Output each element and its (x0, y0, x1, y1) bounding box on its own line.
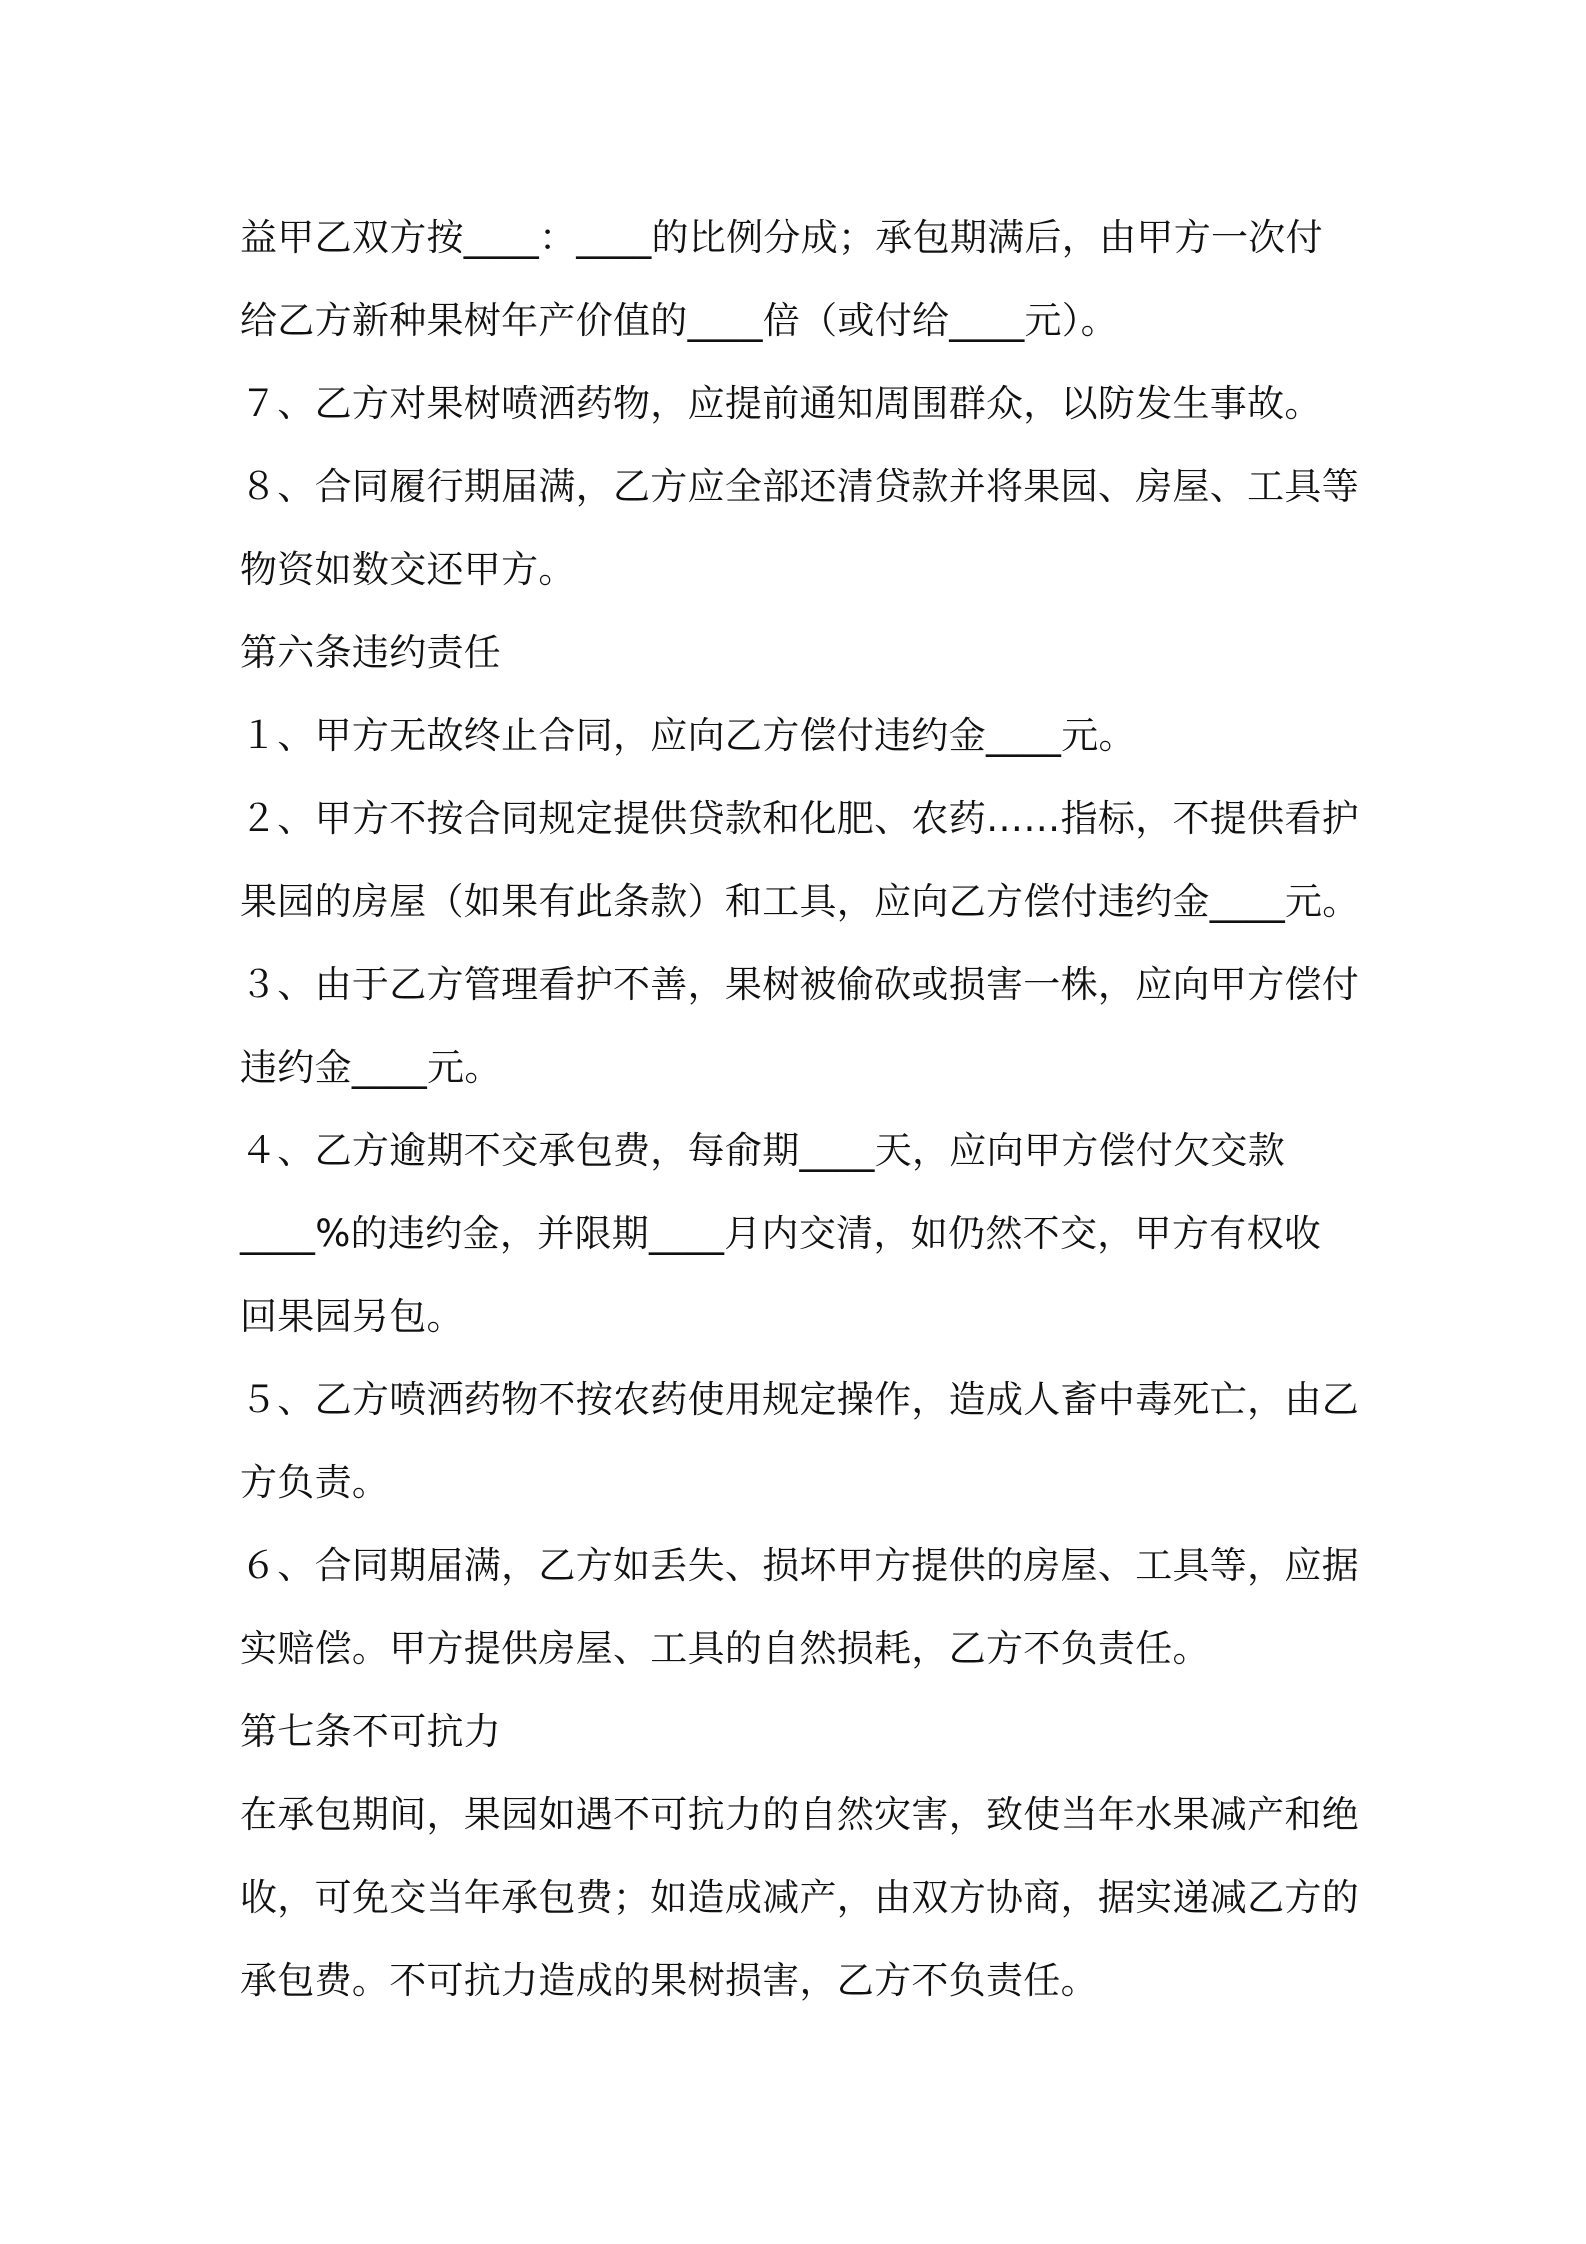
text-line: 收，可免交当年承包费；如造成减产，由双方协商，据实递减乙方的 (240, 1876, 1359, 1919)
document-body (240, 196, 1370, 2022)
text-line: ５、乙方喷洒药物不按农药使用规定操作，造成人畜中毒死亡，由乙 (240, 1378, 1359, 1421)
text-line: ７、乙方对果树喷洒药物，应提前通知周围群众，以防发生事故。 (240, 382, 1322, 425)
text-line: ８、合同履行期届满，乙方应全部还清贷款并将果园、房屋、工具等 (240, 465, 1359, 508)
text-line: 在承包期间，果园如遇不可抗力的自然灾害，致使当年水果减产和绝 (240, 1793, 1359, 1836)
text-line: ２、甲方不按合同规定提供贷款和化肥、农药……指标，不提供看护 (240, 797, 1359, 840)
text-line: 方负责。 (240, 1461, 390, 1504)
text-line: 果园的房屋（如果有此条款）和工具，应向乙方偿付违约金____元。 (240, 880, 1360, 923)
text-line: 益甲乙双方按____：____的比例分成；承包期满后，由甲方一次付 (240, 216, 1323, 259)
text-line: １、甲方无故终止合同，应向乙方偿付违约金____元。 (240, 714, 1136, 757)
text-line: 回果园另包。 (240, 1295, 464, 1338)
section-heading: 第六条违约责任 (240, 631, 502, 674)
text-line: 实赔偿。甲方提供房屋、工具的自然损耗，乙方不负责任。 (240, 1627, 1210, 1670)
text-line: 承包费。不可抗力造成的果树损害，乙方不负责任。 (240, 1959, 1098, 2002)
text-line: ４、乙方逾期不交承包费，每俞期____天，应向甲方偿付欠交款 (240, 1129, 1285, 1172)
text-line: 物资如数交还甲方。 (240, 548, 576, 591)
text-line: 给乙方新种果树年产价值的____倍（或付给____元）。 (240, 299, 1118, 342)
text-line: ６、合同期届满，乙方如丢失、损坏甲方提供的房屋、工具等，应据 (240, 1544, 1359, 1587)
text-line: ____%的违约金，并限期____月内交清，如仍然不交，甲方有权收 (240, 1212, 1322, 1255)
section-heading: 第七条不可抗力 (240, 1710, 502, 1753)
text-line: ３、由于乙方管理看护不善，果树被偷砍或损害一株，应向甲方偿付 (240, 963, 1359, 1006)
text-line: 违约金____元。 (240, 1046, 502, 1089)
